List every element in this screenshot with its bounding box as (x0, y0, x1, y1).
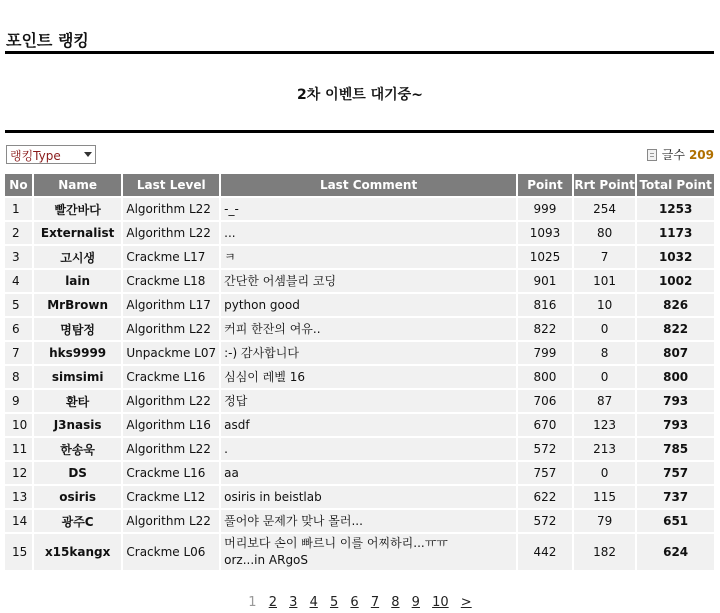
point: 572 (516, 438, 572, 460)
rrt-point: 123 (572, 414, 635, 436)
post-count-label: 글수 (661, 148, 685, 162)
mid-divider (5, 130, 714, 133)
chevron-down-icon (84, 152, 92, 157)
table-row (5, 246, 714, 268)
rank-no: 6 (5, 318, 32, 340)
last-comment: 풀어야 문제가 맞나 몰러... (219, 510, 516, 532)
total-point: 1032 (635, 246, 714, 268)
last-level: Algorithm L22 (121, 438, 219, 460)
point: 622 (516, 486, 572, 508)
last-comment: -_- (219, 198, 516, 220)
last-level: Algorithm L22 (121, 198, 219, 220)
page-link-9[interactable]: 9 (411, 595, 420, 610)
user-name[interactable]: Externalist (32, 222, 121, 244)
table-row (5, 438, 714, 460)
point: 442 (516, 534, 572, 570)
last-comment: :-) 감사합니다 (219, 342, 516, 364)
point: 999 (516, 198, 572, 220)
point: 816 (516, 294, 572, 316)
pagination (0, 595, 720, 610)
last-level: Unpackme L07 (121, 342, 219, 364)
rrt-point: 213 (572, 438, 635, 460)
last-level: Algorithm L17 (121, 294, 219, 316)
table-row (5, 486, 714, 508)
total-point: 785 (635, 438, 714, 460)
last-comment: aa (219, 462, 516, 484)
user-name[interactable]: MrBrown (32, 294, 121, 316)
last-comment: asdf (219, 414, 516, 436)
point: 572 (516, 510, 572, 532)
header-point[interactable]: Point (516, 174, 572, 196)
page-link-5[interactable]: 5 (329, 595, 339, 610)
point: 757 (516, 462, 572, 484)
header-total-point[interactable]: Total Point (635, 174, 714, 196)
page-link-10[interactable]: 10 (432, 595, 449, 610)
rank-no: 3 (5, 246, 32, 268)
page-link-2[interactable]: 2 (268, 595, 277, 610)
total-point: 624 (635, 534, 714, 570)
last-level: Crackme L12 (121, 486, 219, 508)
page-title: 포인트 랭킹 (6, 31, 89, 50)
last-comment: 정답 (219, 390, 516, 412)
post-count (647, 146, 714, 163)
point: 670 (516, 414, 572, 436)
point: 822 (516, 318, 572, 340)
total-point: 757 (635, 462, 714, 484)
rrt-point: 8 (572, 342, 635, 364)
rank-no: 14 (5, 510, 32, 532)
point: 706 (516, 390, 572, 412)
rank-no: 12 (5, 462, 32, 484)
rrt-point: 80 (572, 222, 635, 244)
user-name[interactable]: lain (32, 270, 121, 292)
page-link-8[interactable]: 8 (391, 595, 400, 610)
rrt-point: 182 (572, 534, 635, 570)
last-level: Algorithm L22 (121, 390, 219, 412)
last-comment-line-2: orz...in ARgoS (224, 553, 309, 567)
top-divider (5, 51, 714, 54)
table-row (5, 294, 714, 316)
rrt-point: 101 (572, 270, 635, 292)
last-comment: ㅋ (219, 246, 516, 268)
ranking-table (5, 172, 714, 572)
total-point: 651 (635, 510, 714, 532)
rrt-point: 0 (572, 462, 635, 484)
header-no[interactable]: No (5, 174, 32, 196)
total-point: 793 (635, 414, 714, 436)
last-comment: 심심이 레벨 16 (219, 366, 516, 388)
rrt-point: 0 (572, 318, 635, 340)
total-point: 800 (635, 366, 714, 388)
last-level: Crackme L17 (121, 246, 219, 268)
last-comment: 커피 한잔의 여유.. (219, 318, 516, 340)
total-point: 793 (635, 390, 714, 412)
table-row (5, 414, 714, 436)
table-row (5, 342, 714, 364)
last-level: Crackme L18 (121, 270, 219, 292)
table-row (5, 510, 714, 532)
point: 1025 (516, 246, 572, 268)
total-point: 826 (635, 294, 714, 316)
last-level: Crackme L16 (121, 366, 219, 388)
event-banner: 2차 이벤트 대기중~ (297, 87, 423, 103)
post-count-value: 209 (688, 147, 714, 162)
rrt-point: 79 (572, 510, 635, 532)
user-name[interactable]: 환타 (32, 390, 121, 412)
total-point: 1173 (635, 222, 714, 244)
last-level: Crackme L16 (121, 462, 219, 484)
rrt-point: 87 (572, 390, 635, 412)
header-last-level[interactable]: Last Level (121, 174, 219, 196)
last-level: Crackme L06 (121, 534, 219, 570)
last-comment: osiris in beistlab (219, 486, 516, 508)
rank-type-select[interactable] (6, 145, 96, 164)
user-name[interactable]: hks9999 (32, 342, 121, 364)
page-link-4[interactable]: 4 (309, 595, 318, 610)
last-comment-line-1: 머리보다 손이 빠르니 이를 어찌하리...ㅠㅠ (224, 536, 448, 550)
rank-no: 4 (5, 270, 32, 292)
rank-no: 1 (5, 198, 32, 220)
table-row (5, 198, 714, 220)
rank-no: 8 (5, 366, 32, 388)
rrt-point: 115 (572, 486, 635, 508)
total-point: 1002 (635, 270, 714, 292)
table-row (5, 222, 714, 244)
rank-no: 11 (5, 438, 32, 460)
table-row (5, 390, 714, 412)
rrt-point: 10 (572, 294, 635, 316)
point: 800 (516, 366, 572, 388)
last-comment (219, 534, 516, 570)
rrt-point: 254 (572, 198, 635, 220)
rank-no: 13 (5, 486, 32, 508)
total-point: 807 (635, 342, 714, 364)
table-header-row (5, 174, 714, 196)
last-level: Algorithm L22 (121, 510, 219, 532)
last-comment: . (219, 438, 516, 460)
next-page-link[interactable]: > (460, 595, 472, 610)
table-row (5, 318, 714, 340)
page-link-6[interactable]: 6 (350, 595, 359, 610)
user-name[interactable]: 광주C (32, 510, 121, 532)
page-link-7[interactable]: 7 (370, 595, 380, 610)
last-level: Algorithm L16 (121, 414, 219, 436)
rank-no: 9 (5, 390, 32, 412)
last-comment: 간단한 어셈블리 코딩 (219, 270, 516, 292)
user-name[interactable]: DS (32, 462, 121, 484)
table-row (5, 534, 714, 570)
point: 1093 (516, 222, 572, 244)
user-name[interactable]: simsimi (32, 366, 121, 388)
last-level: Algorithm L22 (121, 318, 219, 340)
user-name[interactable]: 한송욱 (32, 438, 121, 460)
user-name[interactable]: 고시생 (32, 246, 121, 268)
table-row (5, 366, 714, 388)
rank-no: 10 (5, 414, 32, 436)
rank-no: 5 (5, 294, 32, 316)
user-name[interactable]: x15kangx (32, 534, 121, 570)
last-comment: ... (219, 222, 516, 244)
table-row (5, 270, 714, 292)
rrt-point: 0 (572, 366, 635, 388)
total-point: 822 (635, 318, 714, 340)
header-rrt-point[interactable]: Rrt Point (572, 174, 635, 196)
last-level: Algorithm L22 (121, 222, 219, 244)
point: 799 (516, 342, 572, 364)
point: 901 (516, 270, 572, 292)
document-icon (647, 149, 657, 161)
rank-no: 2 (5, 222, 32, 244)
header-last-comment[interactable]: Last Comment (219, 174, 516, 196)
total-point: 737 (635, 486, 714, 508)
rrt-point: 7 (572, 246, 635, 268)
rank-no: 7 (5, 342, 32, 364)
page-link-1[interactable]: 1 (248, 595, 257, 610)
total-point: 1253 (635, 198, 714, 220)
page-link-3[interactable]: 3 (289, 595, 298, 610)
header-name[interactable]: Name (32, 174, 121, 196)
user-name[interactable]: 명탐정 (32, 318, 121, 340)
user-name[interactable]: osiris (32, 486, 121, 508)
user-name[interactable]: 빨간바다 (32, 198, 121, 220)
last-comment: python good (219, 294, 516, 316)
rank-no: 15 (5, 534, 32, 570)
table-row (5, 462, 714, 484)
user-name[interactable]: J3nasis (32, 414, 121, 436)
rank-type-label: 랭킹Type (10, 149, 61, 163)
